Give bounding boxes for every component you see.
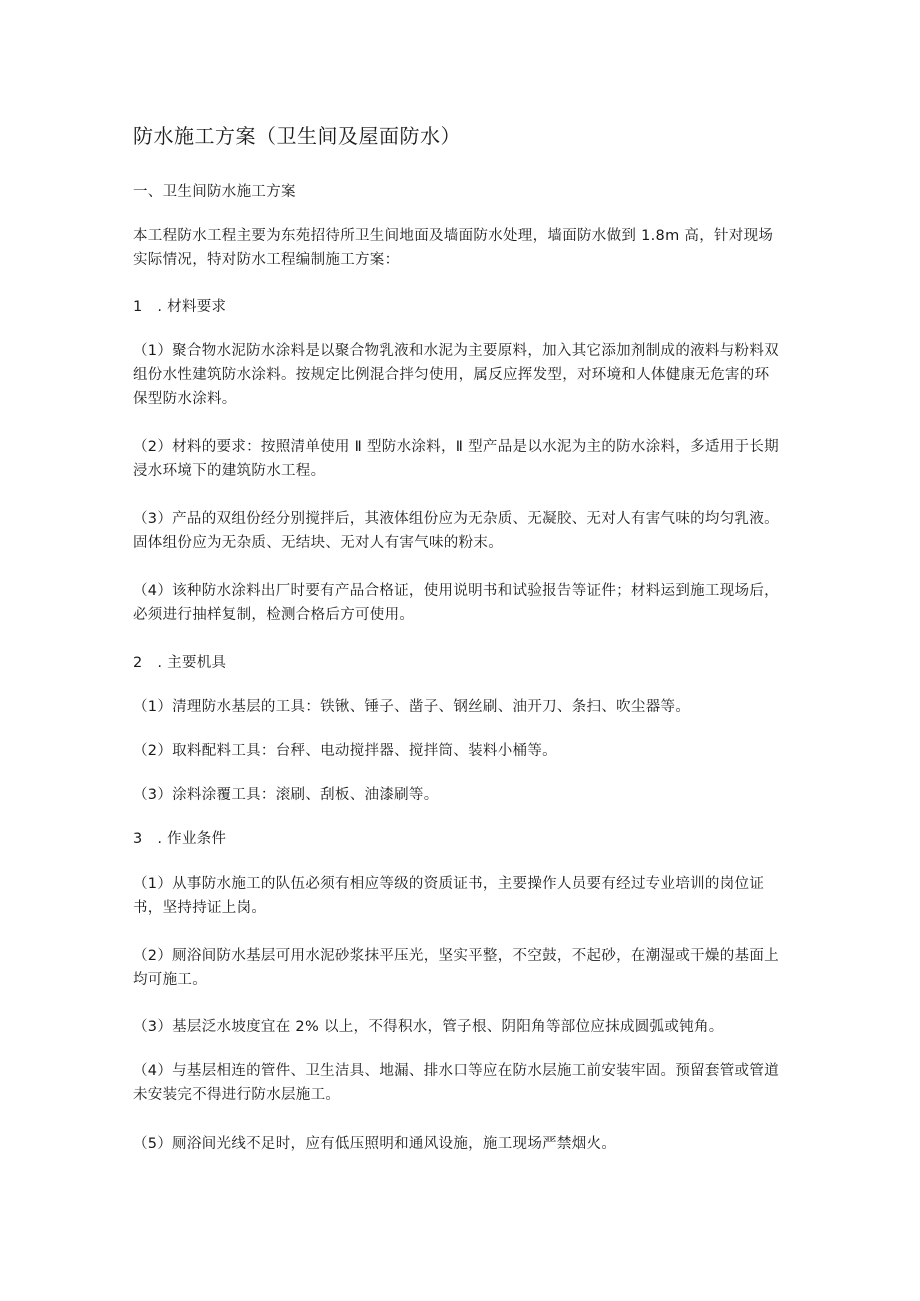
conditions-item-2: （2）厕浴间防水基层可用水泥砂浆抹平压光，坚实平整，不空鼓，不起砂，在潮湿或干燥的基面上均可施工。 xyxy=(133,948,779,988)
section-heading: 一、卫生间防水施工方案 xyxy=(133,184,296,200)
subsection-heading-conditions: 3 . 作业条件 xyxy=(133,831,227,847)
subsection-heading-tools: 2 . 主要机具 xyxy=(133,655,227,671)
subsection-heading-materials: 1 . 材料要求 xyxy=(133,299,227,315)
materials-item-4: （4）该种防水涂料出厂时要有产品合格证，使用说明书和试验报告等证件；材料运到施工现场后，必须进行抽样复制，检测合格后方可使用。 xyxy=(133,583,779,623)
materials-item-2: （2）材料的要求：按照清单使用 Ⅱ 型防水涂料，Ⅱ 型产品是以水泥为主的防水涂料，多适用于长期浸水环境下的建筑防水工程。 xyxy=(133,439,779,479)
conditions-item-1: （1）从事防水施工的队伍必须有相应等级的资质证书，主要操作人员要有经过专业培训的岗位证书，坚持持证上岗。 xyxy=(133,876,765,916)
materials-item-3: （3）产品的双组份经分别搅拌后，其液体组份应为无杂质、无凝胶、无对人有害气味的均匀乳液。固体组份应为无杂质、无结块、无对人有害气味的粉末。 xyxy=(133,511,779,551)
tools-item-1: （1）清理防水基层的工具：铁锹、锤子、凿子、钢丝刷、油开刀、条扫、吹尘器等。 xyxy=(133,699,691,715)
document-title: 防水施工方案（卫生间及屋面防水） xyxy=(133,124,461,148)
intro-paragraph: 本工程防水工程主要为东苑招待所卫生间地面及墙面防水处理，墙面防水做到 1.8m 高，针对现场实际情况，特对防水工程编制施工方案： xyxy=(133,228,774,268)
conditions-item-4: （4）与基层相连的管件、卫生洁具、地漏、排水口等应在防水层施工前安装牢固。预留套管或管道未安装完不得进行防水层施工。 xyxy=(133,1063,779,1103)
tools-item-2: （2）取料配料工具：台秤、电动搅拌器、搅拌筒、装料小桶等。 xyxy=(133,743,557,759)
conditions-item-3: （3）基层泛水坡度宜在 2% 以上，不得积水，管子根、阴阳角等部位应抹成圆弧或钝角。 xyxy=(133,1019,724,1035)
tools-item-3: （3）涂料涂覆工具：滚刷、刮板、油漆刷等。 xyxy=(133,787,439,803)
conditions-item-5: （5）厕浴间光线不足时，应有低压照明和通风设施，施工现场严禁烟火。 xyxy=(133,1136,617,1152)
materials-item-1: （1）聚合物水泥防水涂料是以聚合物乳液和水泥为主要原料，加入其它添加剂制成的液料与粉料双组份水性建筑防水涂料。按规定比例混合拌匀使用，属反应挥发型，对环境和人体健康无危害的环保型防水涂料。 xyxy=(133,343,779,407)
